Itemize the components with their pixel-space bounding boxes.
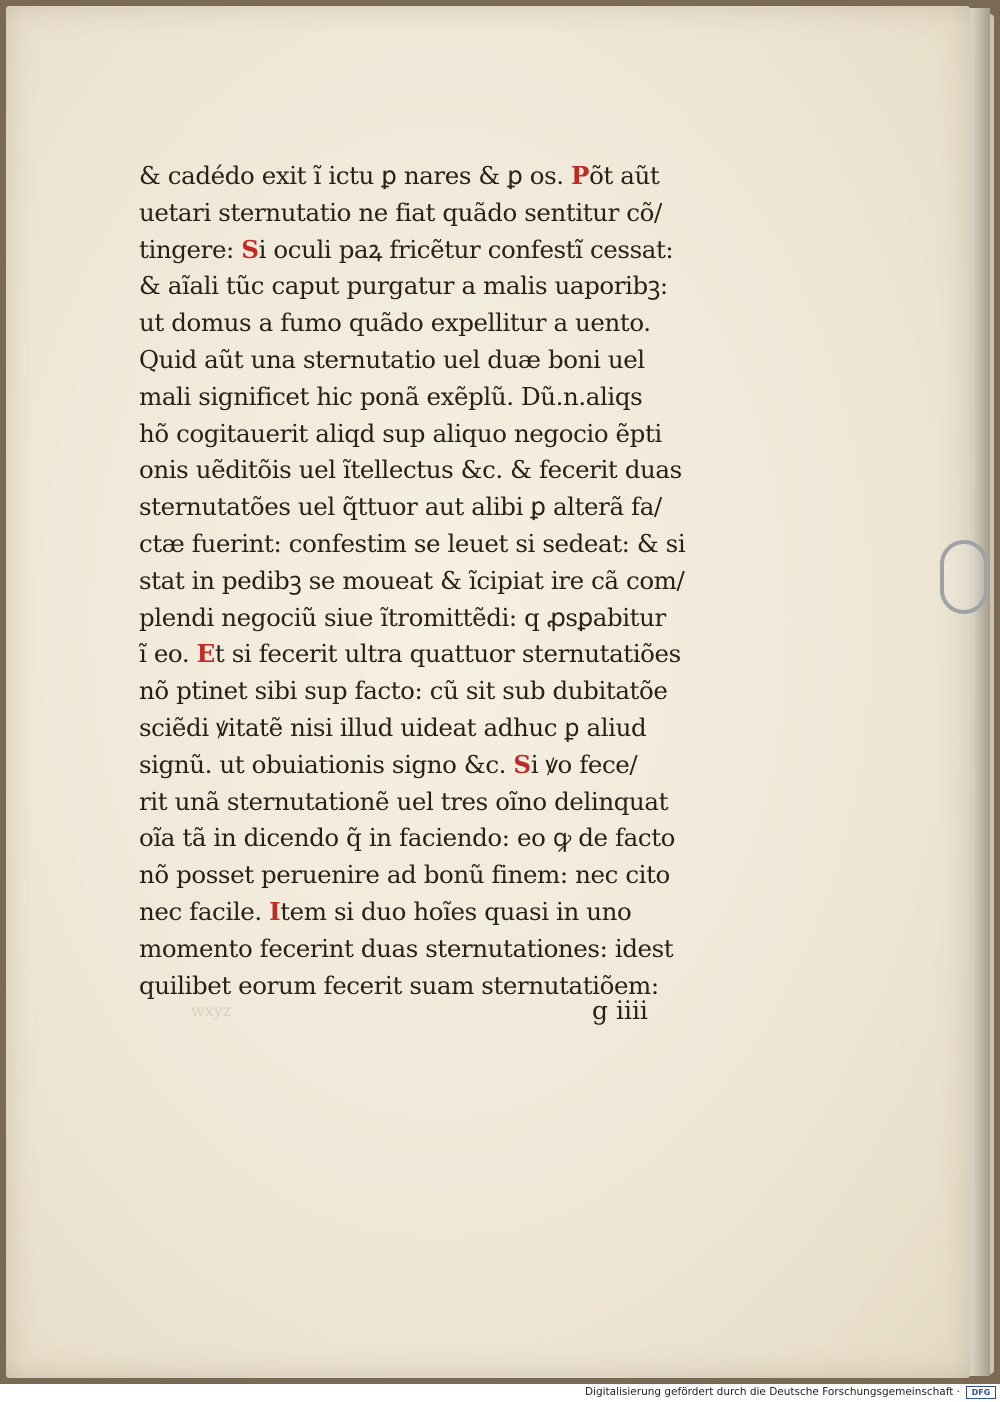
text-line	[139, 894, 699, 931]
text-segment: nõ posset peruenire ad bonũ finem: nec cito	[139, 860, 670, 890]
text-segment: ĩ eo.	[139, 639, 197, 669]
text-line	[139, 747, 699, 784]
text-segment: oĩa tã in dicendo q̃ in faciendo: eo ꝙ de facto	[139, 823, 676, 853]
text-segment: sciẽdi ꝟitatẽ nisi illud uideat adhuc ꝑ aliud	[139, 712, 647, 742]
text-line	[139, 710, 699, 747]
footer-bar	[0, 1384, 1000, 1402]
text-line	[139, 820, 699, 857]
text-segment: ctæ fuerint: confestim se leuet si sedeat: & si	[139, 528, 686, 558]
text-segment: mali significet hic ponã exẽplũ. Dũ.n.aliqs	[139, 381, 643, 411]
text-segment: hõ cogitauerit aliqd sup aliquo negocio ẽpti	[139, 418, 662, 448]
text-segment: quilibet eorum fecerit suam sternutatiõem:	[139, 970, 659, 1000]
text-block	[139, 158, 699, 1004]
paper-clip	[940, 540, 988, 614]
text-segment: stat in pedibꝫ se moueat & ĩcipiat ire cã com/	[139, 565, 685, 595]
text-segment: t si fecerit ultra quattuor sternutatiões	[214, 639, 681, 669]
rubricated-initial: S	[241, 234, 259, 264]
text-segment: uetari sternutatio ne fiat quãdo sentitur cõ/	[139, 197, 662, 227]
text-line	[139, 673, 699, 710]
book-page	[6, 6, 970, 1378]
text-segment: õt aũt	[589, 161, 660, 190]
text-line	[139, 452, 699, 489]
show-through-text: wxyz	[191, 1001, 232, 1020]
text-line	[139, 342, 699, 379]
signature-mark: g iiii	[592, 996, 648, 1025]
text-line	[139, 526, 699, 563]
rubricated-initial: S	[513, 749, 531, 779]
text-line	[139, 379, 699, 416]
text-line	[139, 416, 699, 453]
text-line	[139, 268, 699, 305]
text-segment: onis uẽditõis uel ĩtellectus &c. & fecerit duas	[139, 455, 682, 485]
text-line	[139, 489, 699, 526]
text-segment: plendi negociũ siue ĩtromittẽdi: q ꝓsꝑabitur	[139, 602, 666, 632]
text-segment: tem si duo hoĩes quasi in uno	[280, 896, 632, 926]
text-segment: signũ. ut obuiationis signo &c.	[139, 749, 514, 779]
text-line	[139, 232, 699, 269]
dfg-logo: DFG	[966, 1386, 996, 1399]
rubricated-initial: P	[571, 161, 590, 190]
text-line	[139, 158, 699, 195]
text-segment: i ꝟo fece/	[530, 749, 638, 779]
text-line	[139, 600, 699, 637]
text-segment: momento fecerint duas sternutationes: idest	[139, 933, 674, 963]
text-line	[139, 784, 699, 821]
text-line	[139, 563, 699, 600]
text-segment: Quid aũt una sternutatio uel duæ boni uel	[139, 344, 645, 374]
text-segment: & cadédo exit ĩ ictu ꝑ nares & ꝑ os.	[139, 161, 572, 190]
text-segment: rit unã sternutationẽ uel tres oĩno delinquat	[139, 786, 669, 816]
text-segment: i oculi paꝝ fricẽtur confestĩ cessat:	[258, 234, 674, 264]
text-line	[139, 636, 699, 673]
rubricated-initial: E	[196, 639, 215, 669]
text-segment: tingere:	[139, 234, 242, 264]
text-line	[139, 305, 699, 342]
rubricated-initial: I	[269, 896, 281, 926]
text-line	[139, 857, 699, 894]
text-segment: ut domus a fumo quãdo expellitur a uento.	[139, 308, 651, 338]
text-line	[139, 931, 699, 968]
funding-credit: Digitalisierung gefördert durch die Deutsche Forschungsgemeinschaft ·	[584, 1386, 960, 1398]
text-line	[139, 195, 699, 232]
text-segment: nõ ptinet sibi sup facto: cũ sit sub dubitatõe	[139, 676, 668, 706]
text-segment: sternutatões uel q̃ttuor aut alibi ꝑ alterã fa/	[139, 492, 662, 522]
text-segment: nec facile.	[139, 896, 270, 926]
text-segment: & aĩali tũc caput purgatur a malis uaporibꝫ:	[139, 271, 668, 301]
